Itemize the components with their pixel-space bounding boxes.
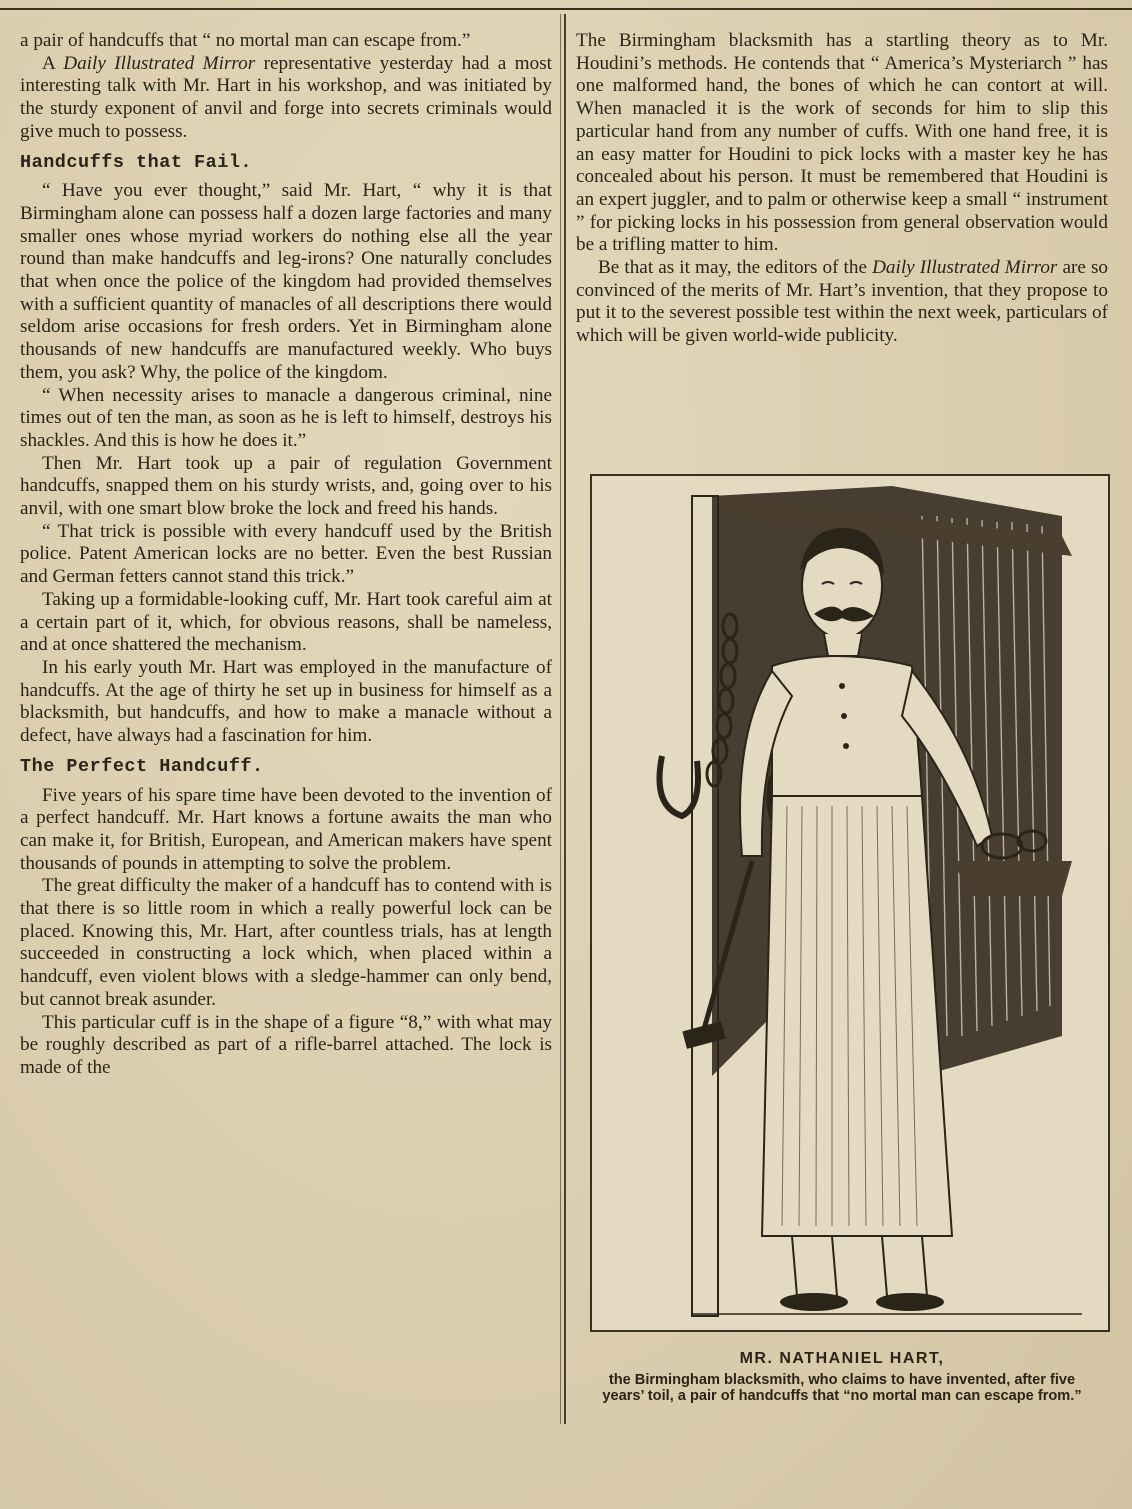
column-divider-thin (560, 14, 561, 1424)
paragraph: “ That trick is possible with every handcuff used by the British police. Patent American locks are no better. Even the best Russian and German fetters cannot stand this trick.” (20, 520, 552, 588)
left-column (20, 30, 552, 1080)
paragraph: Then Mr. Hart took up a pair of regulation Government handcuffs, snapped them on his sturdy wrists, and, going over to his anvil, with one smart blow broke the lock and freed his hands. (20, 452, 552, 520)
caption-title: MR. NATHANIEL HART, (739, 1350, 945, 1367)
paragraph-text: A (42, 52, 64, 74)
paragraph (20, 53, 552, 144)
paragraph-text: are so convinced of the merits of Mr. Hart’s invention, that they propose to put it to the severest possible test within the next week, particulars of which will be given world-wide publicity. (576, 257, 1109, 347)
paragraph: “ When necessity arises to manacle a dangerous criminal, nine times out of ten the man, as soon as he is left to himself, destroys his shackles. And this is how he does it.” (20, 384, 552, 451)
column-divider (564, 14, 566, 1424)
caption-text: the Birmingham blacksmith, who claims to have invented, after five years’ toil, a pair of handcuffs that “no mortal man can escape from.” (602, 1372, 1082, 1404)
paragraph: Taking up a formidable-looking cuff, Mr. Hart took careful aim at a certain part of it, which, for obvious reasons, shall be nameless, and at once shattered the mechanism. (20, 588, 552, 656)
right-column (576, 30, 1108, 348)
paragraph: In his early youth Mr. Hart was employed in the manufacture of handcuffs. At the age of thirty he set up in business for himself as a blacksmith, but handcuffs, and how to make a manacle without a defect, have always had a fascination for him. (20, 656, 552, 747)
newspaper-name: Daily Illustrated Mirror (872, 257, 1058, 279)
blacksmith-portrait-figure (590, 474, 1110, 1332)
paragraph: This particular cuff is in the shape of a figure “8,” with what may be roughly described as part of a rifle-barrel attached. The lock is made of the (20, 1011, 552, 1078)
figure-caption (576, 1350, 1108, 1404)
blacksmith-portrait-icon (592, 476, 1108, 1330)
section-heading-handcuffs-that-fail: Handcuffs that Fail. (20, 151, 253, 173)
paragraph: Five years of his spare time have been devoted to the invention of a perfect handcuff. Mr. Hart knows a fortune awaits the man who can make it, for British, European, and American makers have spent thousands of pounds in attempting to solve the problem. (20, 784, 552, 874)
section-heading-the-perfect-handcuff: The Perfect Handcuff. (20, 755, 264, 777)
paragraph: “ Have you ever thought,” said Mr. Hart, “ why it is that Birmingham alone can possess half a dozen large factories and many smaller ones whose myriad workers do nothing else all the year round than make handcuffs and leg-irons? One naturally concludes that when once the police of the kingdom had provided themselves with a sufficient quantity of manacles of all descriptions there would seldom arise occasions for fresh orders. Yet in Birmingham alone thousands of new handcuffs are manufactured weekly. Who buys them, you ask? Why, the police of the kingdom. (20, 180, 552, 383)
paragraph-text: Be that as it may, the editors of the (598, 257, 873, 279)
paragraph: The Birmingham blacksmith has a startling theory as to Mr. Houdini’s methods. He contends that “ America’s Mysteriarch ” has one malformed hand, the bones of which he can contort at will. When manacled it is the work of seconds for him to slip this particular hand from any number of cuffs. With one hand free, it is an easy matter for Houdini to pick locks with a master key he has concealed about his person. It must be remembered that Houdini is an expert juggler, and to palm or otherwise keep a small “ instrument ” for picking locks in his possession from general observation would be a trifling matter to him. (576, 30, 1108, 256)
paragraph (576, 257, 1108, 348)
paragraph-text: representative yesterday had a most interesting talk with Mr. Hart in his workshop, and was initiated by the sturdy exponent of anvil and forge into secrets criminals would give much to possess. (20, 52, 552, 142)
top-rule (0, 8, 1132, 10)
newspaper-name: Daily Illustrated Mirror (63, 52, 256, 74)
paragraph: a pair of handcuffs that “ no mortal man can escape from.” (20, 30, 471, 51)
paragraph: The great difficulty the maker of a handcuff has to contend with is that there is so little room in which a really powerful lock can be placed. Knowing this, Mr. Hart, after countless trials, has at length succeeded in constructing a lock which, when placed within a handcuff, even violent blows with a sledge-hammer can only bend, but cannot break asunder. (20, 875, 552, 1010)
